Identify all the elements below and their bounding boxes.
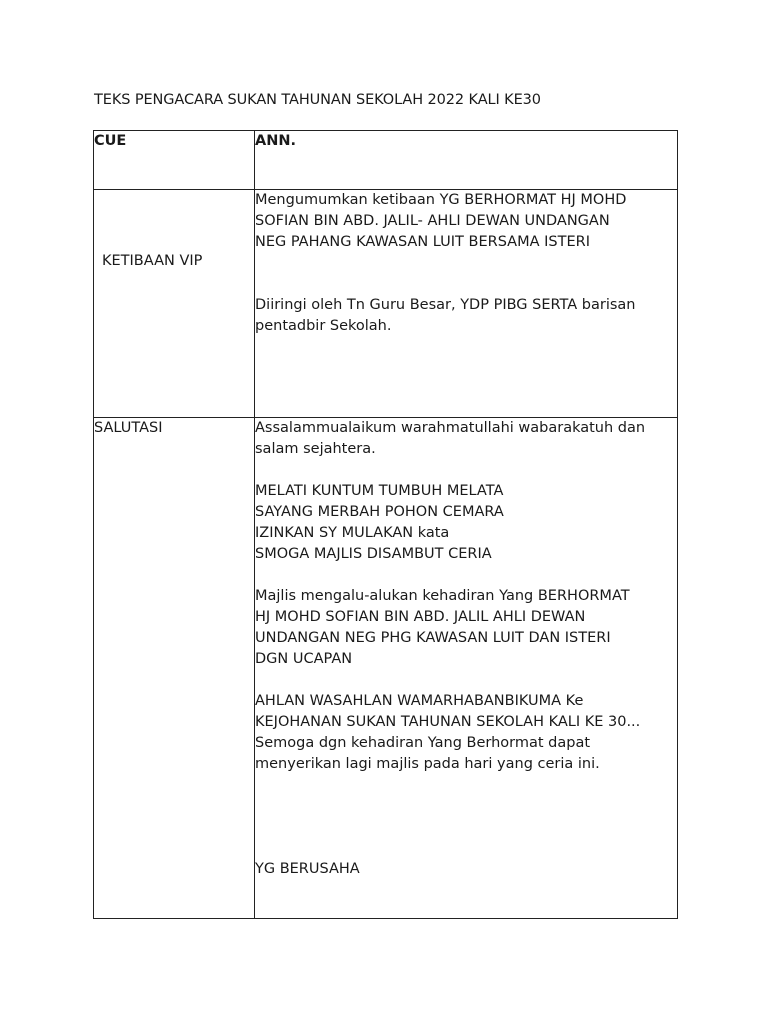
ann-cell [255, 418, 678, 919]
ann-paragraph: YG BERUSAHA [255, 861, 360, 877]
table-header-row [94, 131, 678, 190]
ann-paragraph: AHLAN WASAHLAN WAMARHABANBIKUMA Ke KEJOHANAN SUKAN TAHUNAN SEKOLAH KALI KE 30... Semoga dgn kehadiran Yang Berhormat dapat menyerikan lagi majlis pada hari yang ceria ini. [255, 693, 641, 772]
ann-cell [255, 190, 678, 418]
table-row [94, 190, 678, 418]
ann-paragraph: Mengumumkan ketibaan YG BERHORMAT HJ MOHD SOFIAN BIN ABD. JALIL- AHLI DEWAN UNDANGAN NEG PAHANG KAWASAN LUIT BERSAMA ISTERI [255, 192, 627, 250]
cue-cell [94, 418, 255, 919]
header-ann-label: ANN. [255, 133, 297, 149]
cue-label-ketibaan-vip: KETIBAAN VIP [102, 253, 203, 269]
table-row [94, 418, 678, 919]
cue-cell [94, 190, 255, 418]
header-cell-cue [94, 131, 255, 190]
cue-label-salutasi: SALUTASI [94, 420, 163, 436]
header-cue-label: CUE [94, 133, 127, 149]
document-title: TEKS PENGACARA SUKAN TAHUNAN SEKOLAH 2022 KALI KE30 [94, 92, 541, 108]
header-cell-ann [255, 131, 678, 190]
ann-paragraph: Assalammualaikum warahmatullahi wabarakatuh dan salam sejahtera. [255, 420, 646, 457]
script-table [93, 130, 678, 919]
ann-paragraph: Diiringi oleh Tn Guru Besar, YDP PIBG SERTA barisan pentadbir Sekolah. [255, 297, 636, 334]
pantun-verse: MELATI KUNTUM TUMBUH MELATA SAYANG MERBAH POHON CEMARA IZINKAN SY MULAKAN kata SMOGA MAJLIS DISAMBUT CERIA [255, 483, 504, 562]
ann-paragraph: Majlis mengalu-alukan kehadiran Yang BERHORMAT HJ MOHD SOFIAN BIN ABD. JALIL AHLI DEWAN UNDANGAN NEG PHG KAWASAN LUIT DAN ISTERI DGN UCAPAN [255, 588, 630, 667]
